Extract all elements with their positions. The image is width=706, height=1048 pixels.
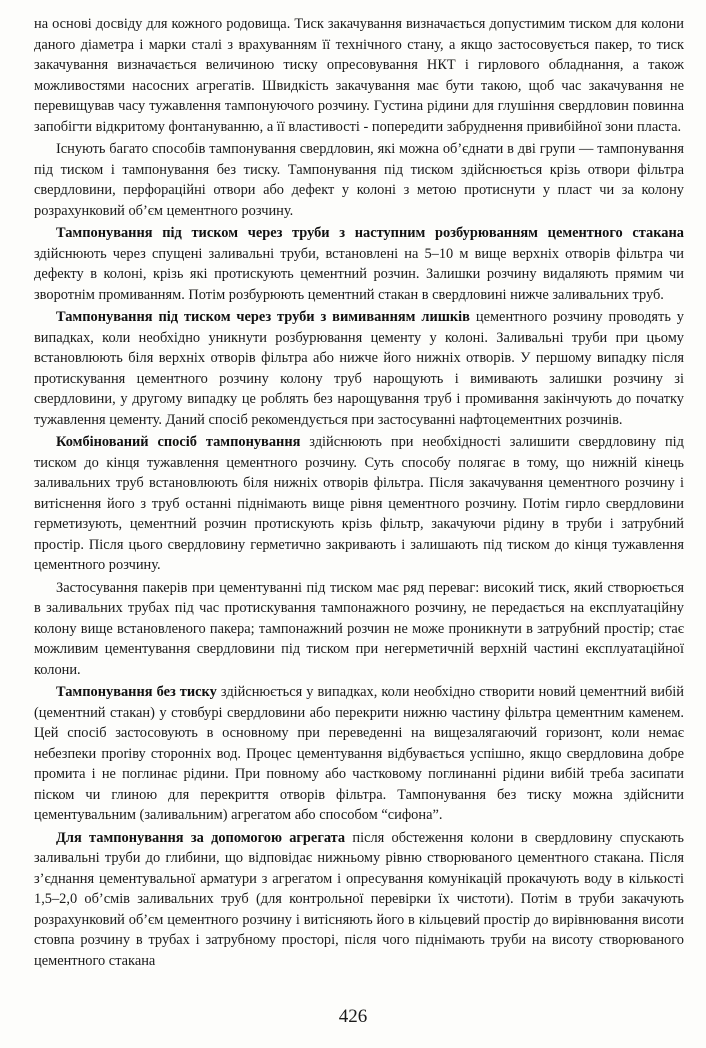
bold-lead: Тампонування під тиском через труби з вимиванням лишків [56, 309, 470, 325]
bold-lead: Для тампонування за допомогою агрегата [56, 829, 346, 846]
paragraph-text: Застосування пакерів при цементуванні під тиском має ряд переваг: високий тиск, який створюється в заливальних трубах під час протискування тампонажного розчину, не передається на експлуатаційну колону вище встановленого пакера; тампонажний розчин не може проникнути в затрубний простір; стає можливим цементування свердловини під тиском при негерметичній верхній частині експлуатаційної колони. [34, 579, 684, 678]
page-number: 426 [338, 1006, 368, 1027]
bold-lead: Комбінований спосіб тампонування [56, 434, 301, 450]
paragraph-text: на основі досвіду для кожного родовища. Тиск закачування визначається допустимим тиском для колони даного діаметра і марки сталі з врахуванням її технічного стану, а якщо застосовується пакер, то тиск закачування визначається величиною тиску опресовування НКТ і гирлового обладнання, а також можливостями насосних агрегатів. Швидкість закачування має бути такою, щоб час закачування не перевищував часу тужавлення тампонуючого розчину. Густина рідини для глушіння свердловин повинна запобігти відкритому фонтануванню, а її властивості - попередити забруднення привибійної зони пласта. [34, 16, 684, 135]
paragraph-text: після обстеження колони в свердловину спускають заливальні труби до глибини, що відповідає нижньому рівню створюваного цементного стакана. Після з’єднання цементувальної арматури з агрегатом і опресування комунікацій прокачують воду в кількості 1,5–2,0 об’смів заливальних труб (для контрольної перевірки їх чистоти). Потім в труби закачують розрахунковий об’єм цементного розчину і витісняють його в кільцевий простір до вирівнювання висоти стовпа розчину в трубах і затрубному просторі, після чого піднімають труби на висоту створюваного цементного стакана [34, 829, 684, 969]
paragraph-5 [34, 432, 684, 576]
paragraph-text: здійснюють при необхідності залишити свердловину під тиском до кінця тужавлення цементного розчину. Суть способу полягає в тому, що нижній кінець заливальних труб встановлюють біля нижніх отворів фільтра. Після закачування цементного розчину і витіснення його з труб останні піднімають вище рівня цементного розчину. Потім гирло свердловини герметизують, цементний розчин протискують крізь фільтр, закачуючи рідину в труби і затрубний простір. Після цього свердловину герметично закривають і залишають під тиском до кінця тужавлення цементного розчину. [34, 434, 685, 573]
paragraph-4 [34, 307, 684, 430]
paragraph-text: цементного розчину проводять у випадках, коли необхідно уникнути розбурювання цементу у колоні. Заливальні труби при цьому встановлюють біля верхніх отворів фільтра або нижче його нижніх отворів. У першому випадку після протискування цементного розчину колону труб нарощують і вимивають залишки розчину зі свердловини, у другому випадку це роблять без нарощування труб і промивання закінчують до початку тужавлення цементу. Даний спосіб рекомендується при застосуванні нафтоцементних розчинів. [34, 309, 684, 428]
bold-lead: Тампонування без тиску [56, 684, 217, 700]
paragraph-text: Існують багато способів тампонування свердловин, які можна об’єднати в дві групи — тампонування під тиском і тампонування без тиску. Тампонування під тиском здійснюється крізь отвори фільтра свердловини, перфораційні отвори або дефект у колоні з метою протиснути у пласт чи за колону розрахунковий об’єм цементного розчину. [34, 141, 684, 219]
paragraph-1 [34, 14, 684, 137]
paragraph-8 [34, 828, 684, 972]
page-body [34, 14, 684, 973]
paragraph-3 [34, 223, 684, 305]
paragraph-6 [34, 578, 684, 681]
paragraph-text: здійснюють через спущені заливальні труби, встановлені на 5–10 м вище верхніх отворів фільтра чи дефекту в колоні, крізь які протискують цементний розчин. Залишки розчину видаляють прямим чи зворотнім промиванням. Потім розбурюють цементний стакан в свердловині нижче заливальних труб. [34, 245, 684, 303]
paragraph-text: здійснюється у випадках, коли необхідно створити новий цементний вибій (цементний стакан) у стовбурі свердловини або перекрити нижню частину фільтра цементним каменем. Цей спосіб застосовують в основному при переведенні на вищезалягаючий горизонт, коли немає небезпеки проriву сторонніх вод. Процес цементування відбувається успішно, якщо свердловина добре промита і не поглинає рідини. При повному або частковому поглинанні рідини вибій треба засипати піском чи глиною для перекриття отворів фільтра. Тампонування без тиску можна здійснити цементувальним (заливальним) агрегатом або способом “сифона”. [34, 684, 684, 823]
paragraph-2 [34, 139, 684, 221]
bold-lead: Тампонування під тиском через труби з наступним розбурюванням цементного стакана [56, 225, 684, 241]
paragraph-7 [34, 682, 684, 826]
